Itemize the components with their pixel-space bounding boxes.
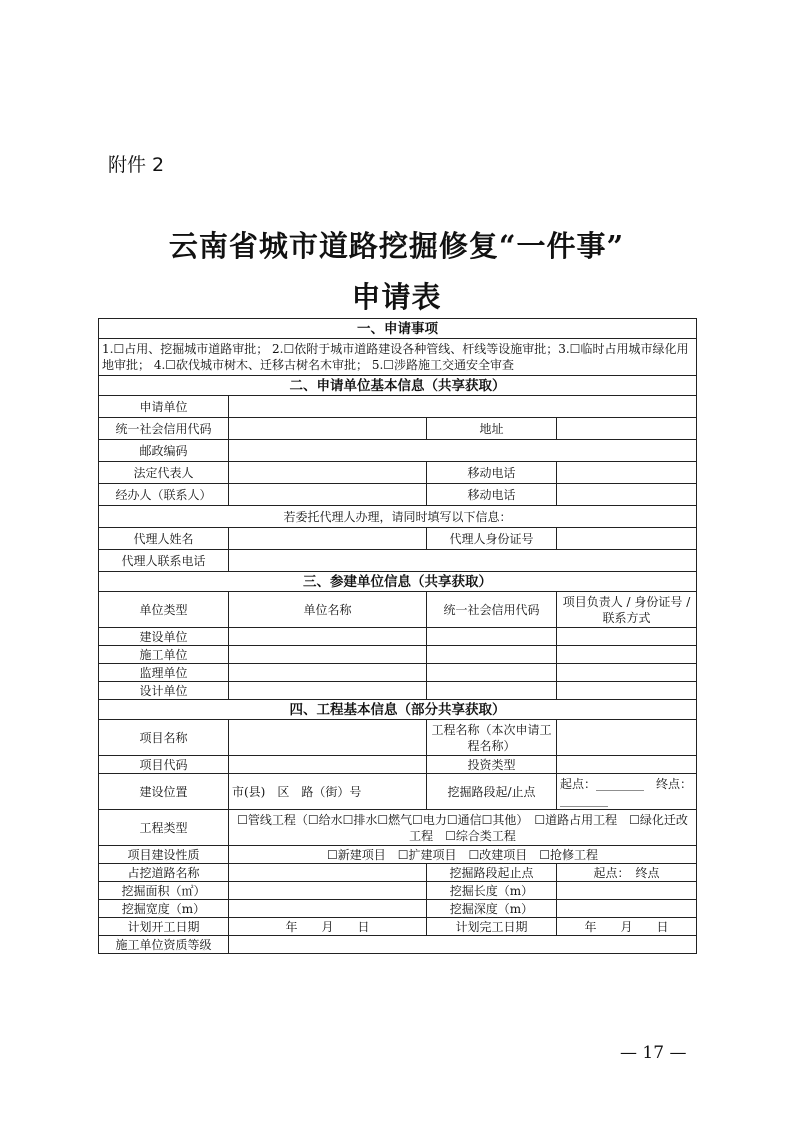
applicant-unit-label: 申请单位 xyxy=(99,396,229,418)
unit-contact-field[interactable] xyxy=(557,664,697,682)
col-header-credit-code: 统一社会信用代码 xyxy=(427,592,557,628)
unit-credit-field[interactable] xyxy=(427,682,557,700)
width-label: 挖掘宽度（m） xyxy=(99,900,229,918)
seg-start-end-field[interactable]: 起点： 终点 xyxy=(557,864,697,882)
eng-type-options[interactable]: ☐管线工程（☐给水☐排水☐燃气☐电力☐通信☐其他） ☐道路占用工程 ☐绿化迁改工程 ☐综合类工程 xyxy=(229,810,697,846)
col-header-contact: 项目负责人 / 身份证号 / 联系方式 xyxy=(557,592,697,628)
invest-type-field[interactable] xyxy=(557,756,697,774)
depth-field[interactable] xyxy=(557,900,697,918)
unit-type-supervisor: 监理单位 xyxy=(99,664,229,682)
agent-phone-field[interactable] xyxy=(229,550,697,572)
invest-type-label: 投资类型 xyxy=(427,756,557,774)
project-name-label: 项目名称 xyxy=(99,720,229,756)
phase-name-field[interactable] xyxy=(557,720,697,756)
unit-credit-field[interactable] xyxy=(427,664,557,682)
postal-code-label: 邮政编码 xyxy=(99,440,229,462)
depth-label: 挖掘深度（m） xyxy=(427,900,557,918)
handler-field[interactable] xyxy=(229,484,427,506)
section-3-header: 三、参建单位信息（共享获取） xyxy=(99,572,697,592)
unit-contact-field[interactable] xyxy=(557,646,697,664)
segment-label: 挖掘路段起/止点 xyxy=(427,774,557,810)
mobile-label-2: 移动电话 xyxy=(427,484,557,506)
applicant-unit-field[interactable] xyxy=(229,396,697,418)
unit-credit-field[interactable] xyxy=(427,646,557,664)
legal-rep-label: 法定代表人 xyxy=(99,462,229,484)
length-label: 挖掘长度（m） xyxy=(427,882,557,900)
unit-type-designer: 设计单位 xyxy=(99,682,229,700)
unit-contact-field[interactable] xyxy=(557,682,697,700)
nature-options[interactable]: ☐新建项目 ☐扩建项目 ☐改建项目 ☐抢修工程 xyxy=(229,846,697,864)
unit-name-field[interactable] xyxy=(229,664,427,682)
agent-note: 若委托代理人办理，请同时填写以下信息： xyxy=(99,506,697,528)
location-field[interactable]: 市(县) 区 路（街）号 xyxy=(229,774,427,810)
postal-code-field[interactable] xyxy=(229,440,697,462)
phase-name-label: 工程名称（本次申请工程名称） xyxy=(427,720,557,756)
unit-type-builder: 施工单位 xyxy=(99,646,229,664)
section-4-header: 四、工程基本信息（部分共享获取） xyxy=(99,700,697,720)
application-form-table xyxy=(98,318,697,954)
unit-credit-field[interactable] xyxy=(427,628,557,646)
project-code-field[interactable] xyxy=(229,756,427,774)
address-field[interactable] xyxy=(557,418,697,440)
end-date-field[interactable]: 年 月 日 xyxy=(557,918,697,936)
road-name-field[interactable] xyxy=(229,864,427,882)
area-field[interactable] xyxy=(229,882,427,900)
seg-start-end-label: 挖掘路段起止点 xyxy=(427,864,557,882)
col-header-unit-type: 单位类型 xyxy=(99,592,229,628)
unit-name-field[interactable] xyxy=(229,682,427,700)
road-name-label: 占挖道路名称 xyxy=(99,864,229,882)
start-date-label: 计划开工日期 xyxy=(99,918,229,936)
start-date-field[interactable]: 年 月 日 xyxy=(229,918,427,936)
area-label: 挖掘面积（㎡） xyxy=(99,882,229,900)
attachment-label: 附件 2 xyxy=(108,154,165,176)
length-field[interactable] xyxy=(557,882,697,900)
eng-type-label: 工程类型 xyxy=(99,810,229,846)
segment-field[interactable]: 起点：________ 终点：________ xyxy=(557,774,697,810)
width-field[interactable] xyxy=(229,900,427,918)
agent-name-label: 代理人姓名 xyxy=(99,528,229,550)
section-2-header: 二、申请单位基本信息（共享获取） xyxy=(99,376,697,396)
handler-label: 经办人（联系人） xyxy=(99,484,229,506)
agent-name-field[interactable] xyxy=(229,528,427,550)
credit-code-field[interactable] xyxy=(229,418,427,440)
page-number: — 17 — xyxy=(620,1043,687,1063)
nature-label: 项目建设性质 xyxy=(99,846,229,864)
agent-phone-label: 代理人联系电话 xyxy=(99,550,229,572)
project-code-label: 项目代码 xyxy=(99,756,229,774)
application-items: 1.☐占用、挖掘城市道路审批； 2.☐依附于城市道路建设各种管线、杆线等设施审批；3.☐临时占用城市绿化用地审批； 4.☐砍伐城市树木、迁移古树名木审批； 5.☐涉路施工交通安全审查 xyxy=(99,339,697,376)
legal-rep-field[interactable] xyxy=(229,462,427,484)
section-1-header: 一、申请事项 xyxy=(99,319,697,339)
unit-type-construction: 建设单位 xyxy=(99,628,229,646)
mobile-field-2[interactable] xyxy=(557,484,697,506)
mobile-label-1: 移动电话 xyxy=(427,462,557,484)
unit-name-field[interactable] xyxy=(229,628,427,646)
qualification-label: 施工单位资质等级 xyxy=(99,936,229,954)
end-date-label: 计划完工日期 xyxy=(427,918,557,936)
unit-name-field[interactable] xyxy=(229,646,427,664)
project-name-field[interactable] xyxy=(229,720,427,756)
unit-contact-field[interactable] xyxy=(557,628,697,646)
col-header-unit-name: 单位名称 xyxy=(229,592,427,628)
location-label: 建设位置 xyxy=(99,774,229,810)
form-title: 云南省城市道路挖掘修复“一件事” xyxy=(168,229,625,263)
credit-code-label: 统一社会信用代码 xyxy=(99,418,229,440)
agent-id-label: 代理人身份证号 xyxy=(427,528,557,550)
form-subtitle: 申请表 xyxy=(351,280,442,314)
address-label: 地址 xyxy=(427,418,557,440)
mobile-field-1[interactable] xyxy=(557,462,697,484)
qualification-field[interactable] xyxy=(229,936,697,954)
agent-id-field[interactable] xyxy=(557,528,697,550)
